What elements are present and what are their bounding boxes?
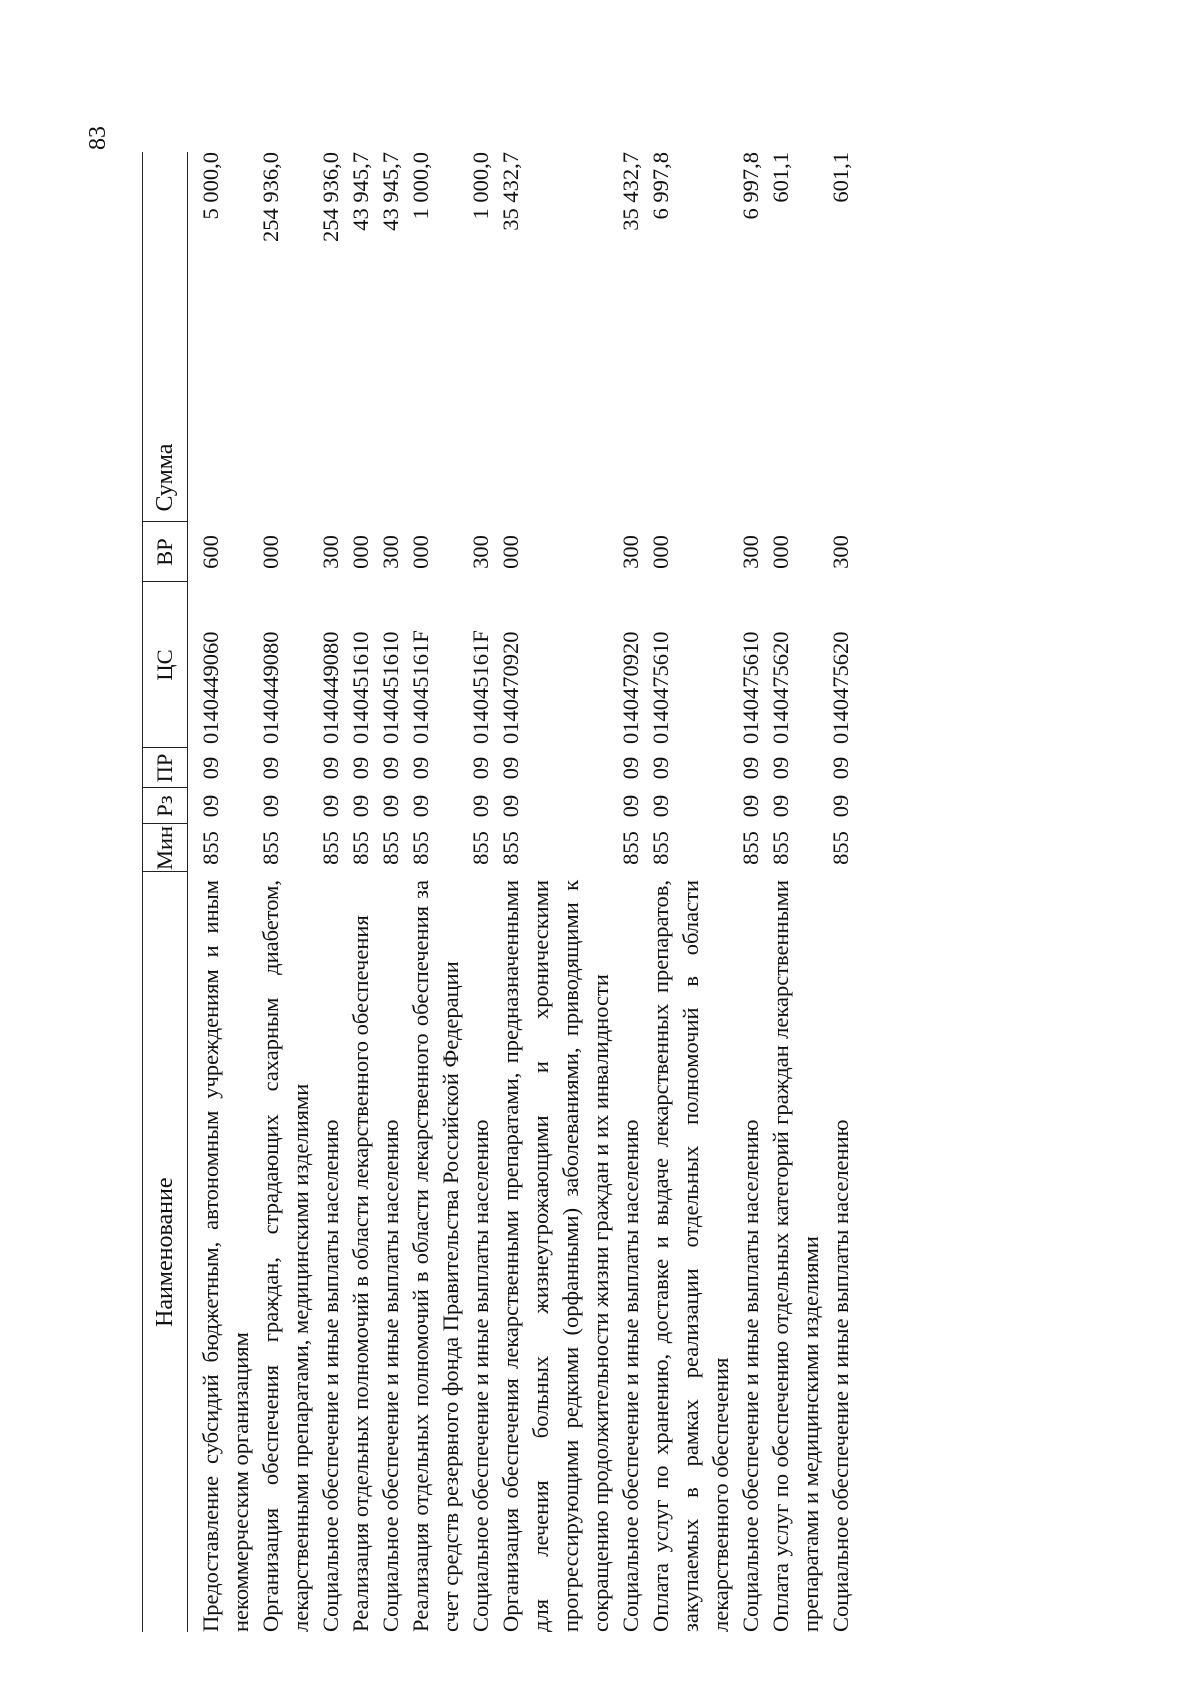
table-row	[376, 152, 406, 1632]
budget-table	[142, 152, 856, 1632]
row-name: Оплата услуг по хранению, доставке и выдаче лекарственных препаратов, закупаемых в рамках реализации отдельных полномочий в области лекарственного обеспечения	[648, 880, 733, 1632]
table-row	[316, 152, 346, 1632]
row-name: Социальное обеспечение и иные выплаты населению	[468, 1119, 493, 1632]
row-min: 855	[648, 831, 673, 865]
row-min: 855	[378, 831, 403, 865]
row-rz: 09	[408, 794, 433, 818]
row-min: 855	[318, 831, 343, 865]
table-row	[616, 152, 646, 1632]
row-cs: 014045161F	[408, 630, 433, 744]
row-cs: 0140449080	[258, 631, 283, 744]
row-pr: 09	[348, 756, 373, 780]
row-pr: 09	[498, 756, 523, 780]
table-row	[766, 152, 826, 1632]
row-cs: 0140449060	[198, 631, 223, 744]
header-pr: ПР	[143, 748, 188, 788]
row-cs: 0140470920	[498, 631, 523, 744]
budget-table-sheet	[142, 152, 912, 1632]
row-min: 855	[468, 831, 493, 865]
row-name: Организация обеспечения лекарственными препаратами, предназначенными для лечения больных жизнеугрожающими и хроническими прогрессирующими редкими (орфанными) заболеваниями, приводящими к сокращению продолжительности жизни граждан и их инвалидности	[498, 880, 613, 1632]
row-rz: 09	[738, 794, 763, 818]
row-min: 855	[828, 831, 853, 865]
table-row	[256, 152, 316, 1632]
row-min: 855	[498, 831, 523, 865]
row-min: 855	[258, 831, 283, 865]
row-pr: 09	[648, 756, 673, 780]
row-pr: 09	[618, 756, 643, 780]
row-min: 855	[618, 831, 643, 865]
row-min: 855	[738, 831, 763, 865]
row-name: Социальное обеспечение и иные выплаты населению	[738, 1119, 763, 1632]
row-vr: 000	[348, 535, 373, 569]
row-pr: 09	[198, 756, 223, 780]
row-pr: 09	[828, 756, 853, 780]
row-cs: 0140475620	[828, 631, 853, 744]
row-rz: 09	[618, 794, 643, 818]
table-row	[646, 152, 736, 1632]
row-cs: 014045161F	[468, 630, 493, 744]
row-pr: 09	[738, 756, 763, 780]
row-vr: 000	[768, 535, 793, 569]
row-cs: 0140475620	[768, 631, 793, 744]
row-pr: 09	[768, 756, 793, 780]
row-min: 855	[408, 831, 433, 865]
table-row	[736, 152, 766, 1632]
row-cs: 0140451610	[378, 631, 403, 744]
row-pr: 09	[408, 756, 433, 780]
table-row	[406, 152, 466, 1632]
row-vr: 600	[198, 535, 223, 569]
row-cs: 0140449080	[318, 631, 343, 744]
row-sum: 6 997,8	[738, 152, 763, 220]
page-number: 83	[85, 126, 111, 150]
row-pr: 09	[468, 756, 493, 780]
row-name: Оплата услуг по обеспечению отдельных категорий граждан лекарственными препаратами и медицинскими изделиями	[768, 880, 823, 1632]
header-sum: Сумма	[143, 152, 188, 522]
row-cs: 0140475610	[648, 631, 673, 744]
header-min: Мин	[143, 824, 188, 872]
row-sum: 601,1	[828, 152, 853, 203]
table-row	[496, 152, 616, 1632]
row-name: Социальное обеспечение и иные выплаты населению	[318, 1119, 343, 1632]
row-sum: 6 997,8	[648, 152, 673, 220]
row-rz: 09	[318, 794, 343, 818]
row-pr: 09	[318, 756, 343, 780]
table-header-row	[143, 152, 188, 1632]
row-name: Предоставление субсидий бюджетным, автономным учреждениям и иным некоммерческим организациям	[198, 880, 253, 1632]
row-pr: 09	[378, 756, 403, 780]
table-row	[188, 152, 257, 1632]
row-sum: 1 000,0	[408, 152, 433, 220]
row-rz: 09	[198, 794, 223, 818]
row-vr: 300	[618, 535, 643, 569]
row-rz: 09	[498, 794, 523, 818]
row-name: Реализация отдельных полномочий в области лекарственного обеспечения за счет средств резервного фонда Правительства Российской Федерации	[408, 880, 463, 1632]
row-sum: 35 432,7	[498, 152, 523, 231]
row-pr: 09	[258, 756, 283, 780]
row-vr: 000	[258, 535, 283, 569]
header-name: Наименование	[143, 872, 188, 1632]
row-sum: 254 936,0	[318, 152, 343, 242]
header-vr: ВР	[143, 522, 188, 582]
row-vr: 300	[468, 535, 493, 569]
row-name: Реализация отдельных полномочий в области лекарственного обеспечения	[348, 915, 373, 1632]
row-min: 855	[768, 831, 793, 865]
row-vr: 000	[408, 535, 433, 569]
header-rz: Рз	[143, 788, 188, 824]
header-cs: ЦС	[143, 582, 188, 748]
row-vr: 300	[318, 535, 343, 569]
row-cs: 0140451610	[348, 631, 373, 744]
row-name: Социальное обеспечение и иные выплаты населению	[378, 1119, 403, 1632]
row-cs: 0140475610	[738, 631, 763, 744]
row-rz: 09	[768, 794, 793, 818]
row-sum: 43 945,7	[348, 152, 373, 231]
row-rz: 09	[258, 794, 283, 818]
row-min: 855	[348, 831, 373, 865]
table-row	[466, 152, 496, 1632]
row-name: Организация обеспечения граждан, страдающих сахарным диабетом, лекарственными препаратами, медицинскими изделиями	[258, 880, 313, 1632]
row-sum: 254 936,0	[258, 152, 283, 242]
table-row	[826, 152, 856, 1632]
row-cs: 0140470920	[618, 631, 643, 744]
row-vr: 300	[828, 535, 853, 569]
row-sum: 601,1	[768, 152, 793, 203]
row-sum: 1 000,0	[468, 152, 493, 220]
row-vr: 300	[738, 535, 763, 569]
row-sum: 43 945,7	[378, 152, 403, 231]
row-rz: 09	[348, 794, 373, 818]
row-rz: 09	[378, 794, 403, 818]
row-rz: 09	[828, 794, 853, 818]
row-sum: 35 432,7	[618, 152, 643, 231]
row-vr: 000	[498, 535, 523, 569]
row-rz: 09	[468, 794, 493, 818]
table-row	[346, 152, 376, 1632]
row-rz: 09	[648, 794, 673, 818]
row-min: 855	[198, 831, 223, 865]
row-name: Социальное обеспечение и иные выплаты населению	[828, 1119, 853, 1632]
row-vr: 000	[648, 535, 673, 569]
row-vr: 300	[378, 535, 403, 569]
row-sum: 5 000,0	[198, 152, 223, 220]
row-name: Социальное обеспечение и иные выплаты населению	[618, 1119, 643, 1632]
